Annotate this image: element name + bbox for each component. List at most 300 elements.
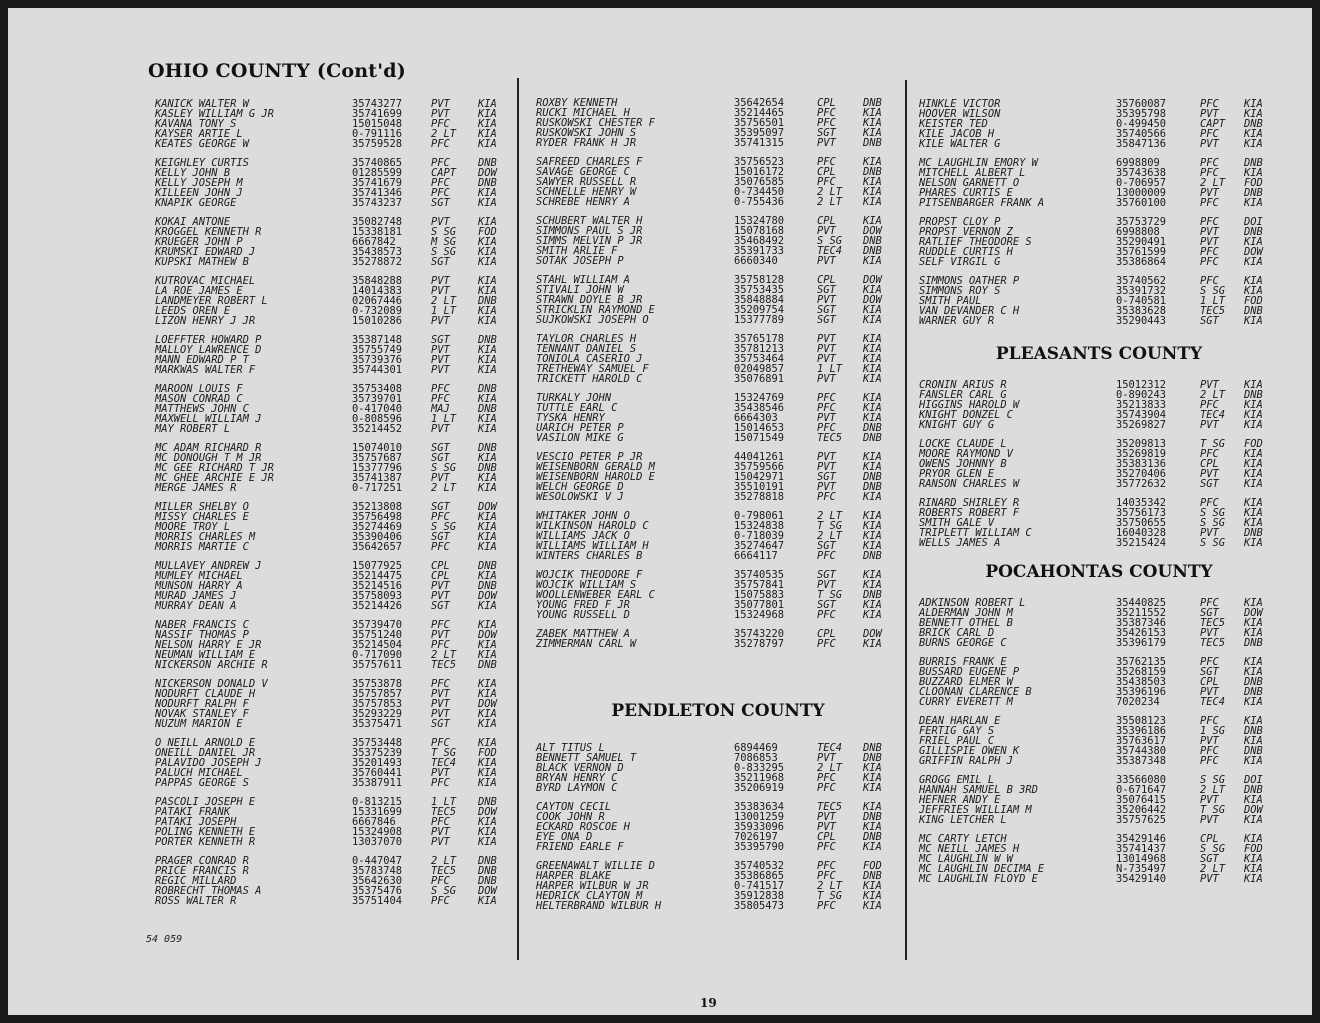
status-code: KIA <box>1244 735 1263 747</box>
casualty-name: MURAD JAMES J <box>155 590 237 602</box>
rank: PFC <box>431 383 450 395</box>
rank: CPL <box>431 570 450 582</box>
rank: PFC <box>1200 656 1219 668</box>
rank: PFC <box>1200 755 1219 767</box>
casualty-row <box>919 697 1279 707</box>
rank: 2 LT <box>817 196 843 208</box>
status-code: FOD <box>1244 843 1263 855</box>
serial-number: 35270406 <box>1116 468 1167 480</box>
status-code: DNB <box>863 752 882 764</box>
status-code: KIA <box>863 343 882 355</box>
status-code: DNB <box>1244 527 1263 539</box>
serial-number: 35751404 <box>352 895 403 907</box>
casualty-name: MARKWAS WALTER F <box>155 364 256 376</box>
casualty-name: KELLY JOSEPH M <box>155 177 243 189</box>
casualty-row <box>536 783 900 793</box>
status-code: KIA <box>1244 458 1263 470</box>
name-group <box>536 157 900 207</box>
status-code: DNB <box>863 471 882 483</box>
rank: CPL <box>431 560 450 572</box>
serial-number: 35760100 <box>1116 197 1167 209</box>
serial-number: 35214426 <box>352 600 403 612</box>
status-code: KIA <box>863 890 882 902</box>
casualty-name: MAXWELL WILLIAM J <box>155 413 262 425</box>
serial-number: 35755749 <box>352 344 403 356</box>
status-code: KIA <box>478 98 497 110</box>
status-code: KIA <box>1244 863 1263 875</box>
casualty-name: WELCH GEORGE D <box>536 481 624 493</box>
casualty-name: HARPER WILBUR W JR <box>536 880 649 892</box>
casualty-name: WINTERS CHARLES B <box>536 550 643 562</box>
casualty-name: RUCKI MICHAEL H <box>536 107 630 119</box>
status-code: DOW <box>863 628 882 640</box>
casualty-row <box>919 198 1279 208</box>
serial-number: 0-717251 <box>352 482 403 494</box>
status-code: KIA <box>1244 108 1263 120</box>
status-code: KIA <box>1244 617 1263 629</box>
rank: PFC <box>431 816 450 828</box>
casualty-name: WOJCIK THEODORE F <box>536 569 643 581</box>
casualty-name: STRAWN DOYLE B JR <box>536 294 643 306</box>
status-code: KIA <box>478 836 497 848</box>
casualty-name: OWENS JOHNNY B <box>919 458 1007 470</box>
status-code: DOW <box>478 629 497 641</box>
casualty-name: HELTERBRAND WILBUR H <box>536 900 662 912</box>
status-code: KIA <box>863 772 882 784</box>
casualty-name: LA ROE JAMES E <box>155 285 243 297</box>
status-code: KIA <box>863 609 882 621</box>
name-group <box>536 629 900 649</box>
casualty-name: FRIEL PAUL C <box>919 735 995 747</box>
casualty-name: SELF VIRGIL G <box>919 256 1001 268</box>
casualty-name: STAHL WILLIAM A <box>536 274 630 286</box>
serial-number: 35214504 <box>352 639 403 651</box>
casualty-name: CLOONAN CLARENCE B <box>919 686 1032 698</box>
serial-number: 35211968 <box>734 772 785 784</box>
casualty-row <box>155 198 515 208</box>
casualty-name: MC ADAM RICHARD R <box>155 442 262 454</box>
serial-number: 35783748 <box>352 865 403 877</box>
rank: PVT <box>431 767 450 779</box>
serial-number: 35387348 <box>1116 755 1167 767</box>
serial-number: 0-718039 <box>734 530 785 542</box>
status-code: DOW <box>478 590 497 602</box>
casualty-name: POLING KENNETH E <box>155 826 256 838</box>
casualty-name: PALUCH MICHAEL <box>155 767 243 779</box>
serial-number: 0-417040 <box>352 403 403 415</box>
status-code: DNB <box>863 811 882 823</box>
status-code: DOW <box>478 167 497 179</box>
status-code: DNB <box>1244 389 1263 401</box>
casualty-name: VASILON MIKE G <box>536 432 624 444</box>
casualty-name: SAVAGE GEORGE C <box>536 166 630 178</box>
name-group <box>155 856 515 906</box>
name-group <box>155 99 515 149</box>
serial-number: 6667842 <box>352 236 396 248</box>
status-code: FOD <box>478 226 497 238</box>
casualty-row <box>536 842 900 852</box>
status-code: KIA <box>478 472 497 484</box>
rank: CPL <box>1200 833 1219 845</box>
status-code: KIA <box>478 138 497 150</box>
status-code: KIA <box>1244 399 1263 411</box>
serial-number: 35214452 <box>352 423 403 435</box>
rank: SGT <box>431 501 450 513</box>
status-code: KIA <box>1244 507 1263 519</box>
status-code: KIA <box>478 757 497 769</box>
serial-number: 0-808596 <box>352 413 403 425</box>
status-code: KIA <box>478 315 497 327</box>
rank: PFC <box>817 117 836 129</box>
status-code: DNB <box>1244 187 1263 199</box>
serial-number: 15012312 <box>1116 379 1167 391</box>
name-group <box>919 834 1279 884</box>
rank: PVT <box>817 451 836 463</box>
status-code: KIA <box>478 511 497 523</box>
serial-number: 35076415 <box>1116 794 1167 806</box>
serial-number: 35206919 <box>734 782 785 794</box>
rank: PFC <box>1200 197 1219 209</box>
casualty-row <box>155 837 515 847</box>
casualty-row <box>919 316 1279 326</box>
rank: PVT <box>431 344 450 356</box>
rank: PVT <box>817 752 836 764</box>
rank: PVT <box>1200 873 1219 885</box>
status-code: DNB <box>863 245 882 257</box>
rank: PFC <box>431 138 450 150</box>
serial-number: 35391732 <box>1116 285 1167 297</box>
serial-number: 35274469 <box>352 521 403 533</box>
casualty-row <box>155 896 515 906</box>
serial-number: 35274647 <box>734 540 785 552</box>
serial-number: 35642657 <box>352 541 403 553</box>
casualty-row <box>919 538 1279 548</box>
rank: CPL <box>817 97 836 109</box>
rank: SGT <box>431 442 450 454</box>
casualty-name: MALLOY LAWRENCE D <box>155 344 262 356</box>
casualty-name: NELSON HARRY E JR <box>155 639 262 651</box>
rank: PVT <box>817 333 836 345</box>
serial-number: 35438503 <box>1116 676 1167 688</box>
rank: PFC <box>1200 275 1219 287</box>
rank: SGT <box>817 304 836 316</box>
casualty-name: PATAKI FRANK <box>155 806 231 818</box>
casualty-name: ROSS WALTER R <box>155 895 237 907</box>
status-code: KIA <box>478 197 497 209</box>
rank: 1 LT <box>431 796 457 808</box>
name-group <box>155 797 515 847</box>
serial-number: 35077801 <box>734 599 785 611</box>
casualty-name: LANDMEYER ROBERT L <box>155 295 268 307</box>
serial-number: 6664117 <box>734 550 778 562</box>
rank: PFC <box>431 118 450 130</box>
serial-number: 35933096 <box>734 821 785 833</box>
serial-number: 35847136 <box>1116 138 1167 150</box>
serial-number: 35395798 <box>1116 108 1167 120</box>
serial-number: 35743220 <box>734 628 785 640</box>
casualty-name: NOVAK STANLEY F <box>155 708 249 720</box>
casualty-name: MERGE JAMES R <box>155 482 237 494</box>
casualty-name: MAY ROBERT L <box>155 423 231 435</box>
rank: PFC <box>1200 157 1219 169</box>
status-code: KIA <box>1244 873 1263 885</box>
serial-number: 35743638 <box>1116 167 1167 179</box>
casualty-name: KILE JACOB H <box>919 128 995 140</box>
rank: PFC <box>817 491 836 503</box>
column-divider-left <box>517 78 519 960</box>
rank: 2 LT <box>817 186 843 198</box>
serial-number: 35429146 <box>1116 833 1167 845</box>
rank: S SG <box>431 521 457 533</box>
status-code: KIA <box>1244 497 1263 509</box>
casualty-row <box>919 257 1279 267</box>
status-code: KIA <box>1244 256 1263 268</box>
casualty-name: PATAKI JOSEPH <box>155 816 237 828</box>
casualty-name: PRYOR GLEN E <box>919 468 995 480</box>
status-code: KIA <box>863 353 882 365</box>
rank: CPL <box>817 166 836 178</box>
rank: SGT <box>431 334 450 346</box>
rank: 2 LT <box>1200 177 1226 189</box>
rank: S SG <box>1200 517 1226 529</box>
serial-number: 35278797 <box>734 638 785 650</box>
status-code: KIA <box>478 413 497 425</box>
status-code: KIA <box>1244 128 1263 140</box>
rank: 2 LT <box>431 482 457 494</box>
casualty-name: VAN DEVANDER C H <box>919 305 1020 317</box>
rank: SGT <box>817 127 836 139</box>
casualty-name: KEATES GEORGE W <box>155 138 249 150</box>
county-heading: PLEASANTS COUNTY <box>995 344 1203 364</box>
rank: SGT <box>817 284 836 296</box>
county-heading: PENDLETON COUNTY <box>611 701 825 721</box>
status-code: KIA <box>1244 285 1263 297</box>
casualty-row <box>536 551 900 561</box>
rank: 2 LT <box>817 530 843 542</box>
rank: PVT <box>1200 527 1219 539</box>
status-code: DNB <box>863 870 882 882</box>
casualty-name: SIMMONS ROY S <box>919 285 1001 297</box>
rank: TEC5 <box>1200 637 1226 649</box>
casualty-name: GREENAWALT WILLIE D <box>536 860 655 872</box>
rank: PFC <box>817 841 836 853</box>
status-code: DNB <box>1244 157 1263 169</box>
name-group <box>919 716 1279 766</box>
serial-number: 35912838 <box>734 890 785 902</box>
rank: 2 LT <box>817 762 843 774</box>
rank: SGT <box>817 540 836 552</box>
serial-number: 35765178 <box>734 333 785 345</box>
casualty-name: KEISTER TED <box>919 118 988 130</box>
serial-number: 35642630 <box>352 875 403 887</box>
rank: PVT <box>817 373 836 385</box>
casualty-row <box>155 139 515 149</box>
rank: PFC <box>817 772 836 784</box>
casualty-row <box>919 756 1279 766</box>
serial-number: 35214475 <box>352 570 403 582</box>
serial-number: 02049857 <box>734 363 785 375</box>
status-code: KIA <box>1244 448 1263 460</box>
casualty-name: TRETHEWAY SAMUEL F <box>536 363 649 375</box>
status-code: KIA <box>478 619 497 631</box>
serial-number: 35395097 <box>734 127 785 139</box>
rank: PVT <box>431 285 450 297</box>
name-group <box>919 598 1279 648</box>
status-code: DOI <box>1244 774 1263 786</box>
rank: PVT <box>431 315 450 327</box>
casualty-name: KROGGEL KENNETH R <box>155 226 262 238</box>
serial-number: 35739376 <box>352 354 403 366</box>
casualty-name: WEISENBORN GERALD M <box>536 461 655 473</box>
status-code: KIA <box>1244 409 1263 421</box>
status-code: FOD <box>1244 438 1263 450</box>
status-code: KIA <box>478 354 497 366</box>
serial-number: 35269819 <box>1116 448 1167 460</box>
status-code: KIA <box>863 510 882 522</box>
casualty-name: HEDRICK CLAYTON M <box>536 890 643 902</box>
casualty-name: ROBERTS ROBERT F <box>919 507 1020 519</box>
casualty-name: LEEDS OREN E <box>155 305 231 317</box>
status-code: KIA <box>863 638 882 650</box>
name-group <box>155 335 515 375</box>
serial-number: 35383628 <box>1116 305 1167 317</box>
rank: PVT <box>431 580 450 592</box>
rank: SGT <box>431 256 450 268</box>
name-group <box>155 620 515 670</box>
name-group <box>919 99 1279 149</box>
rank: CPL <box>817 628 836 640</box>
status-code: DOW <box>863 294 882 306</box>
casualty-name: ALT TITUS L <box>536 742 605 754</box>
casualty-name: TUTTLE EARL C <box>536 402 618 414</box>
status-code: KIA <box>478 649 497 661</box>
serial-number: 35429140 <box>1116 873 1167 885</box>
name-group <box>155 561 515 611</box>
serial-number: 35268159 <box>1116 666 1167 678</box>
serial-number: 0-813215 <box>352 796 403 808</box>
serial-number: 35642654 <box>734 97 785 109</box>
casualty-row <box>536 639 900 649</box>
casualty-row <box>155 719 515 729</box>
casualty-row <box>536 492 900 502</box>
casualty-name: UARICH PETER P <box>536 422 624 434</box>
serial-number: 15010286 <box>352 315 403 327</box>
status-code: KIA <box>478 816 497 828</box>
rank: PFC <box>431 511 450 523</box>
status-code: DNB <box>863 235 882 247</box>
rank: TEC4 <box>817 742 843 754</box>
casualty-name: MOORE TROY L <box>155 521 231 533</box>
rank: PVT <box>817 579 836 591</box>
serial-number: 6667846 <box>352 816 396 828</box>
status-code: KIA <box>863 451 882 463</box>
name-group <box>536 275 900 325</box>
name-group <box>919 439 1279 489</box>
status-code: KIA <box>863 530 882 542</box>
serial-number: 35740535 <box>734 569 785 581</box>
status-code: KIA <box>478 423 497 435</box>
casualty-name: KUPSKI MATHEW B <box>155 256 249 268</box>
serial-number: 35209754 <box>734 304 785 316</box>
name-group <box>155 276 515 326</box>
casualty-name: SMITH PAUL <box>919 295 982 307</box>
casualty-name: MULLAVEY ANDREW J <box>155 560 262 572</box>
name-group <box>536 452 900 502</box>
rank: 2 LT <box>1200 389 1226 401</box>
casualty-name: YOUNG RUSSELL D <box>536 609 630 621</box>
casualty-name: WARNER GUY R <box>919 315 995 327</box>
rank: PVT <box>817 481 836 493</box>
casualty-name: NEUMAN WILLIAM E <box>155 649 256 661</box>
status-code: KIA <box>863 373 882 385</box>
serial-number: 0-755436 <box>734 196 785 208</box>
rank: SGT <box>1200 315 1219 327</box>
rank: PFC <box>1200 597 1219 609</box>
casualty-name: ALDERMAN JOHN M <box>919 607 1013 619</box>
status-code: KIA <box>478 895 497 907</box>
serial-number: 35383136 <box>1116 458 1167 470</box>
rank: PFC <box>431 777 450 789</box>
casualty-name: WOOLLENWEBER EARL C <box>536 589 655 601</box>
casualty-name: TENNANT DANIEL S <box>536 343 637 355</box>
rank: PFC <box>817 402 836 414</box>
rank: PFC <box>817 422 836 434</box>
casualty-name: TONIOLA CASERIO J <box>536 353 643 365</box>
serial-number: 0-833295 <box>734 762 785 774</box>
casualty-name: PROPST VERNON Z <box>919 226 1013 238</box>
casualty-name: MUNSON HARRY A <box>155 580 243 592</box>
casualty-name: WESOLOWSKI V J <box>536 491 624 503</box>
casualty-name: HOOVER WILSON <box>919 108 1001 120</box>
status-code: FOD <box>478 747 497 759</box>
casualty-name: BRYAN HENRY C <box>536 772 618 784</box>
status-code: KIA <box>478 305 497 317</box>
rank: PVT <box>1200 814 1219 826</box>
rank: PVT <box>431 364 450 376</box>
serial-number: 35757611 <box>352 659 403 671</box>
casualty-name: GRIFFIN RALPH J <box>919 755 1013 767</box>
status-code: KIA <box>478 737 497 749</box>
status-code: DOW <box>478 501 497 513</box>
status-code: KIA <box>478 600 497 612</box>
casualty-row <box>919 139 1279 149</box>
casualty-name: NASSIF THOMAS P <box>155 629 249 641</box>
casualty-name: KOKAI ANTONE <box>155 216 231 228</box>
casualty-name: MC LAUGHLIN W W <box>919 853 1013 865</box>
column-middle <box>536 98 900 920</box>
status-code: KIA <box>478 541 497 553</box>
status-code: KIA <box>863 176 882 188</box>
serial-number: 35741387 <box>352 472 403 484</box>
serial-number: 0-732089 <box>352 305 403 317</box>
casualty-name: MASON CONRAD C <box>155 393 243 405</box>
casualty-name: WILLIAMS JACK O <box>536 530 630 542</box>
serial-number: 15075883 <box>734 589 785 601</box>
rank: PVT <box>431 629 450 641</box>
casualty-name: ZABEK MATTHEW A <box>536 628 630 640</box>
casualty-name: PITSENBARGER FRANK A <box>919 197 1045 209</box>
rank: PVT <box>1200 226 1219 238</box>
serial-number: 15074010 <box>352 442 403 454</box>
casualty-name: SMITH ARLIE F <box>536 245 618 257</box>
casualty-row <box>155 424 515 434</box>
name-group <box>155 738 515 788</box>
casualty-row <box>155 483 515 493</box>
status-code: KIA <box>863 821 882 833</box>
status-code: DNB <box>478 177 497 189</box>
status-code: KIA <box>478 777 497 789</box>
serial-number: 35753448 <box>352 737 403 749</box>
